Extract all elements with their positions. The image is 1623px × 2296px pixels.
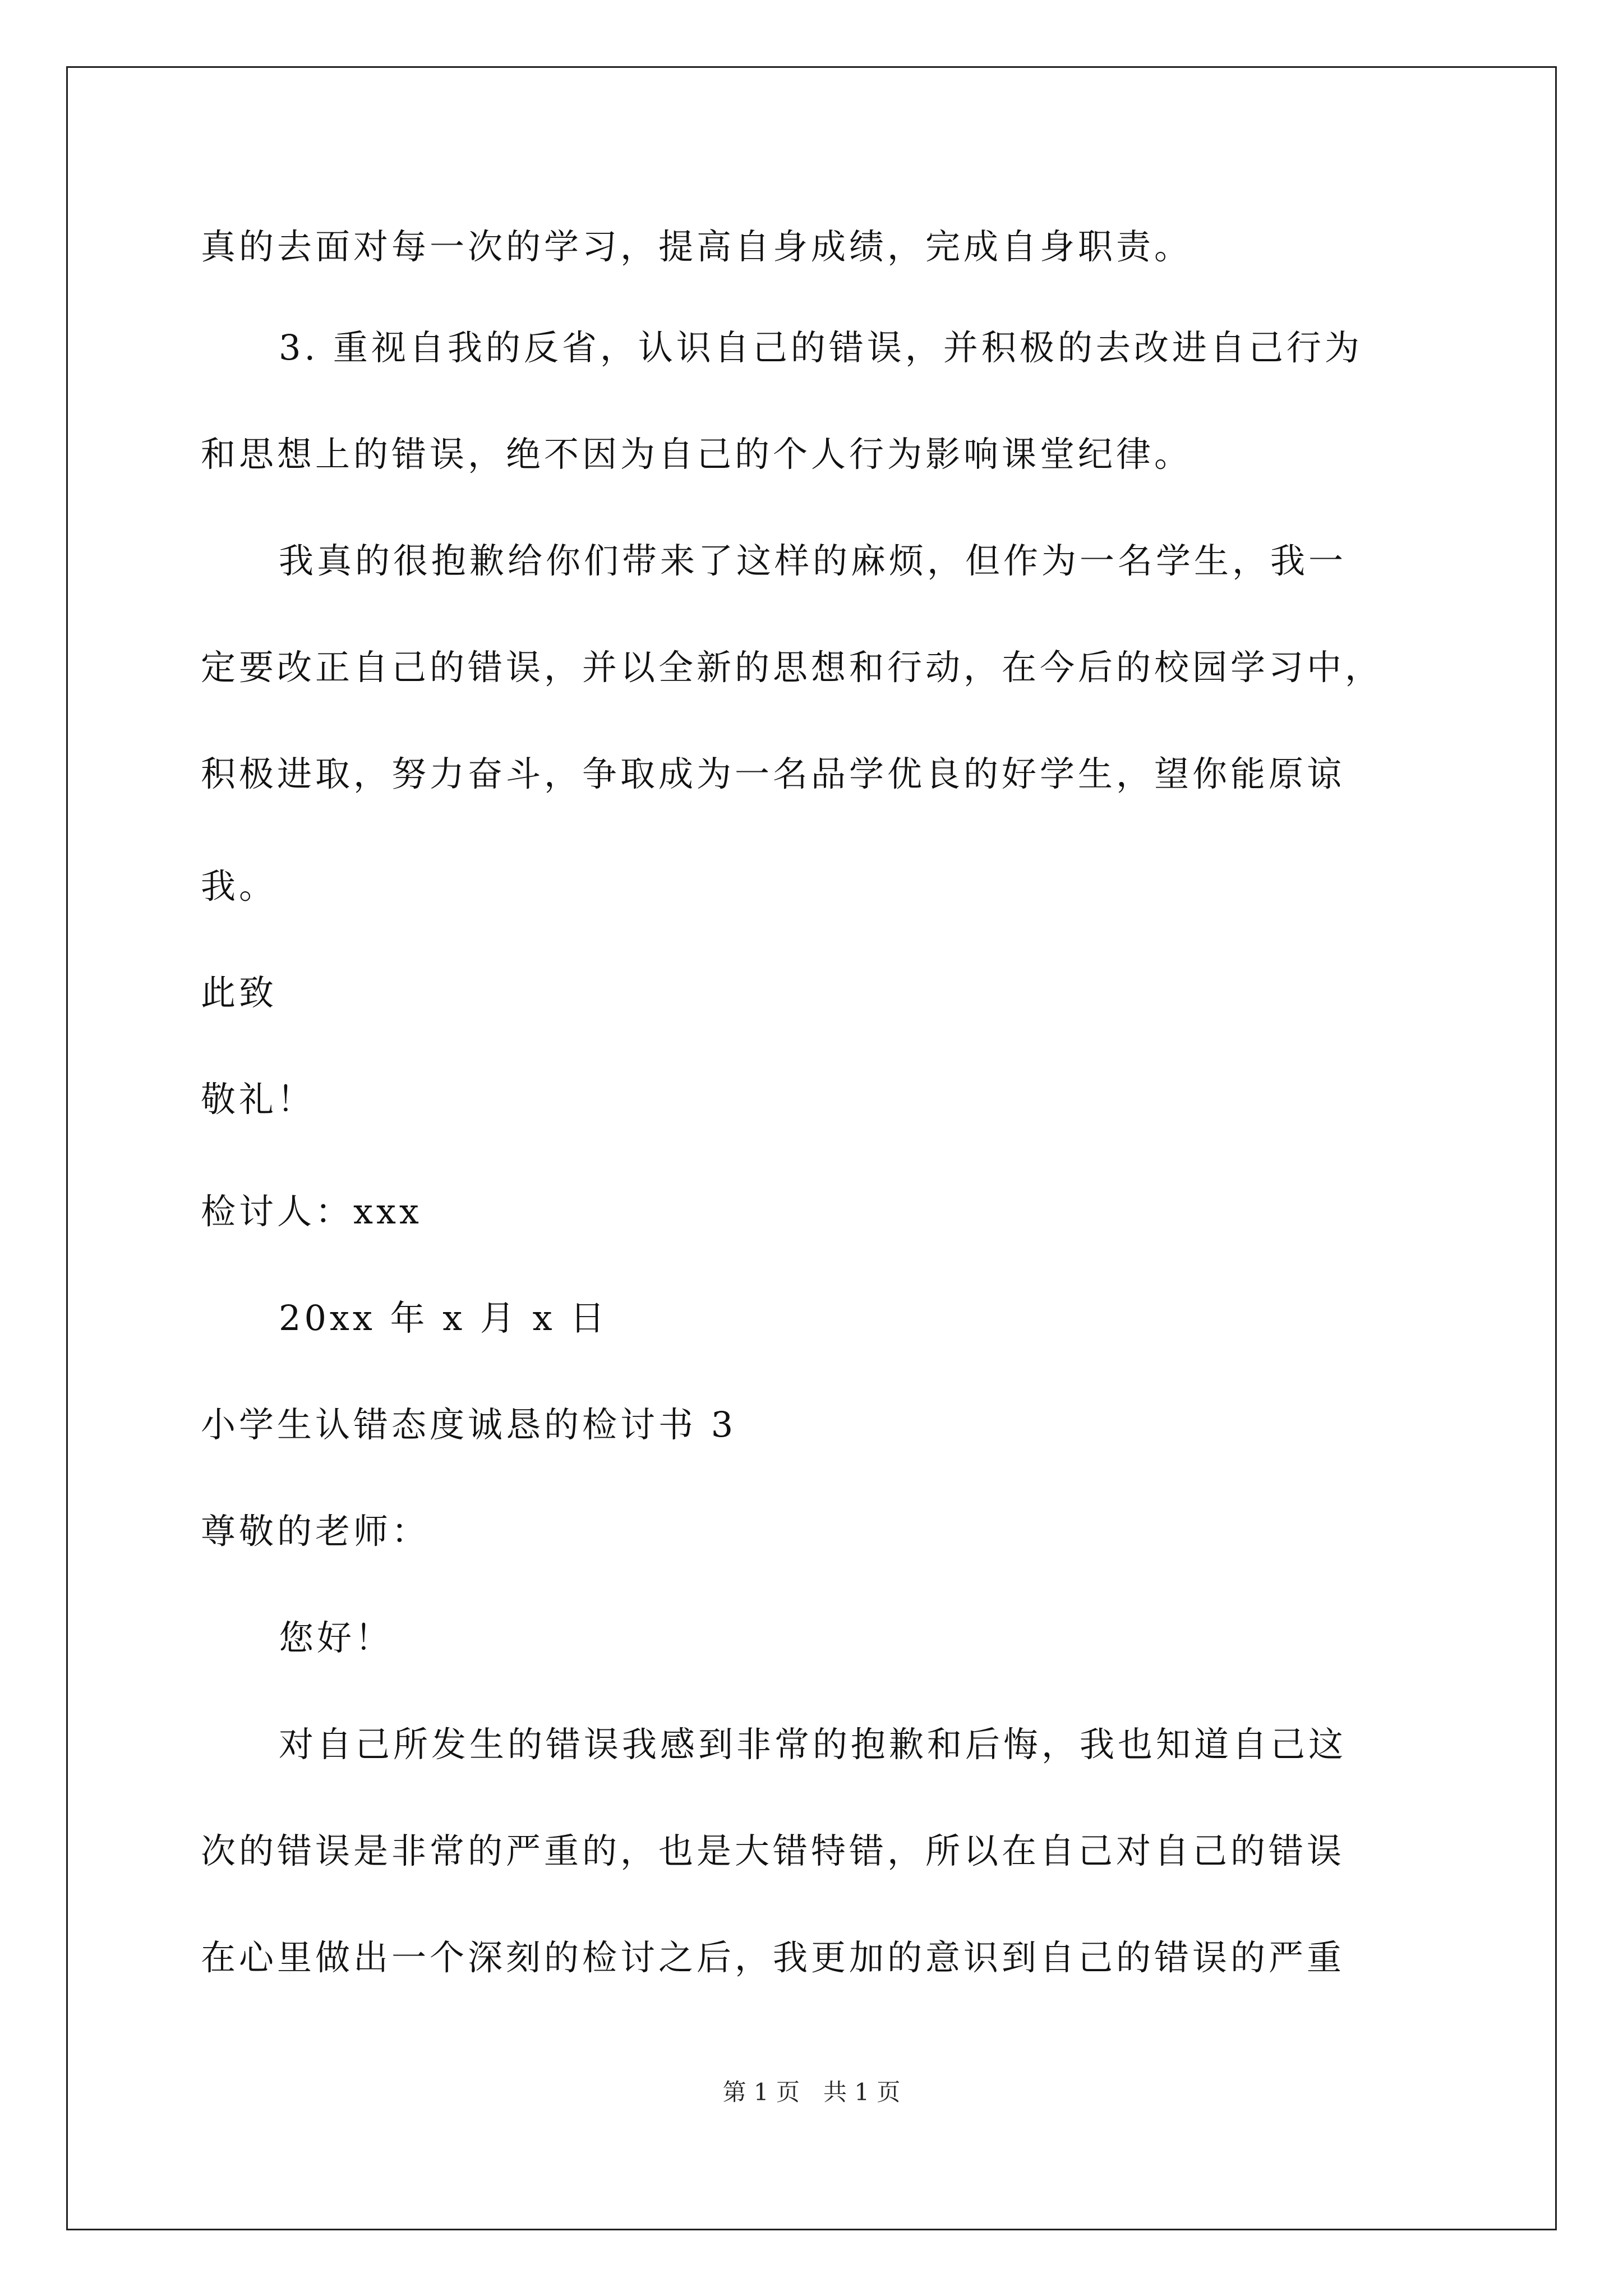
body-line-10: 在心里做出一个深刻的检讨之后，我更加的意识到自己的错误的严重 bbox=[201, 1937, 1345, 1978]
section-title: 小学生认错态度诚恳的检讨书 3 bbox=[201, 1404, 737, 1445]
body-line-8: 对自己所发生的错误我感到非常的抱歉和后悔，我也知道自己这 bbox=[279, 1724, 1347, 1765]
salutation-line: 敬礼！ bbox=[201, 1079, 316, 1120]
body-line-4: 我真的很抱歉给你们带来了这样的麻烦，但作为一名学生，我一 bbox=[279, 540, 1347, 581]
page-border bbox=[66, 66, 1557, 2230]
date-line: 20xx 年 x 月 x 日 bbox=[279, 1297, 608, 1338]
body-line-7: 我。 bbox=[201, 866, 278, 907]
closing-line: 此致 bbox=[201, 972, 278, 1013]
hello-line: 您好！ bbox=[279, 1617, 394, 1658]
body-line-5: 定要改正自己的错误，并以全新的思想和行动，在今后的校园学习中， bbox=[201, 647, 1384, 688]
signer-line: 检讨人：xxx bbox=[201, 1191, 422, 1232]
page-footer: 第 1 页 共 1 页 bbox=[722, 2078, 901, 2106]
greeting-line: 尊敬的老师： bbox=[201, 1511, 430, 1552]
body-line-3: 和思想上的错误，绝不因为自己的个人行为影响课堂纪律。 bbox=[201, 434, 1193, 475]
body-line-1: 真的去面对每一次的学习，提高自身成绩，完成自身职责。 bbox=[201, 226, 1193, 267]
body-line-6: 积极进取，努力奋斗，争取成为一名品学优良的好学生，望你能原谅 bbox=[201, 753, 1345, 794]
body-line-2: 3. 重视自我的反省，认识自己的错误，并积极的去改进自己行为 bbox=[279, 327, 1363, 368]
body-line-9: 次的错误是非常的严重的，也是大错特错，所以在自己对自己的错误 bbox=[201, 1830, 1345, 1871]
